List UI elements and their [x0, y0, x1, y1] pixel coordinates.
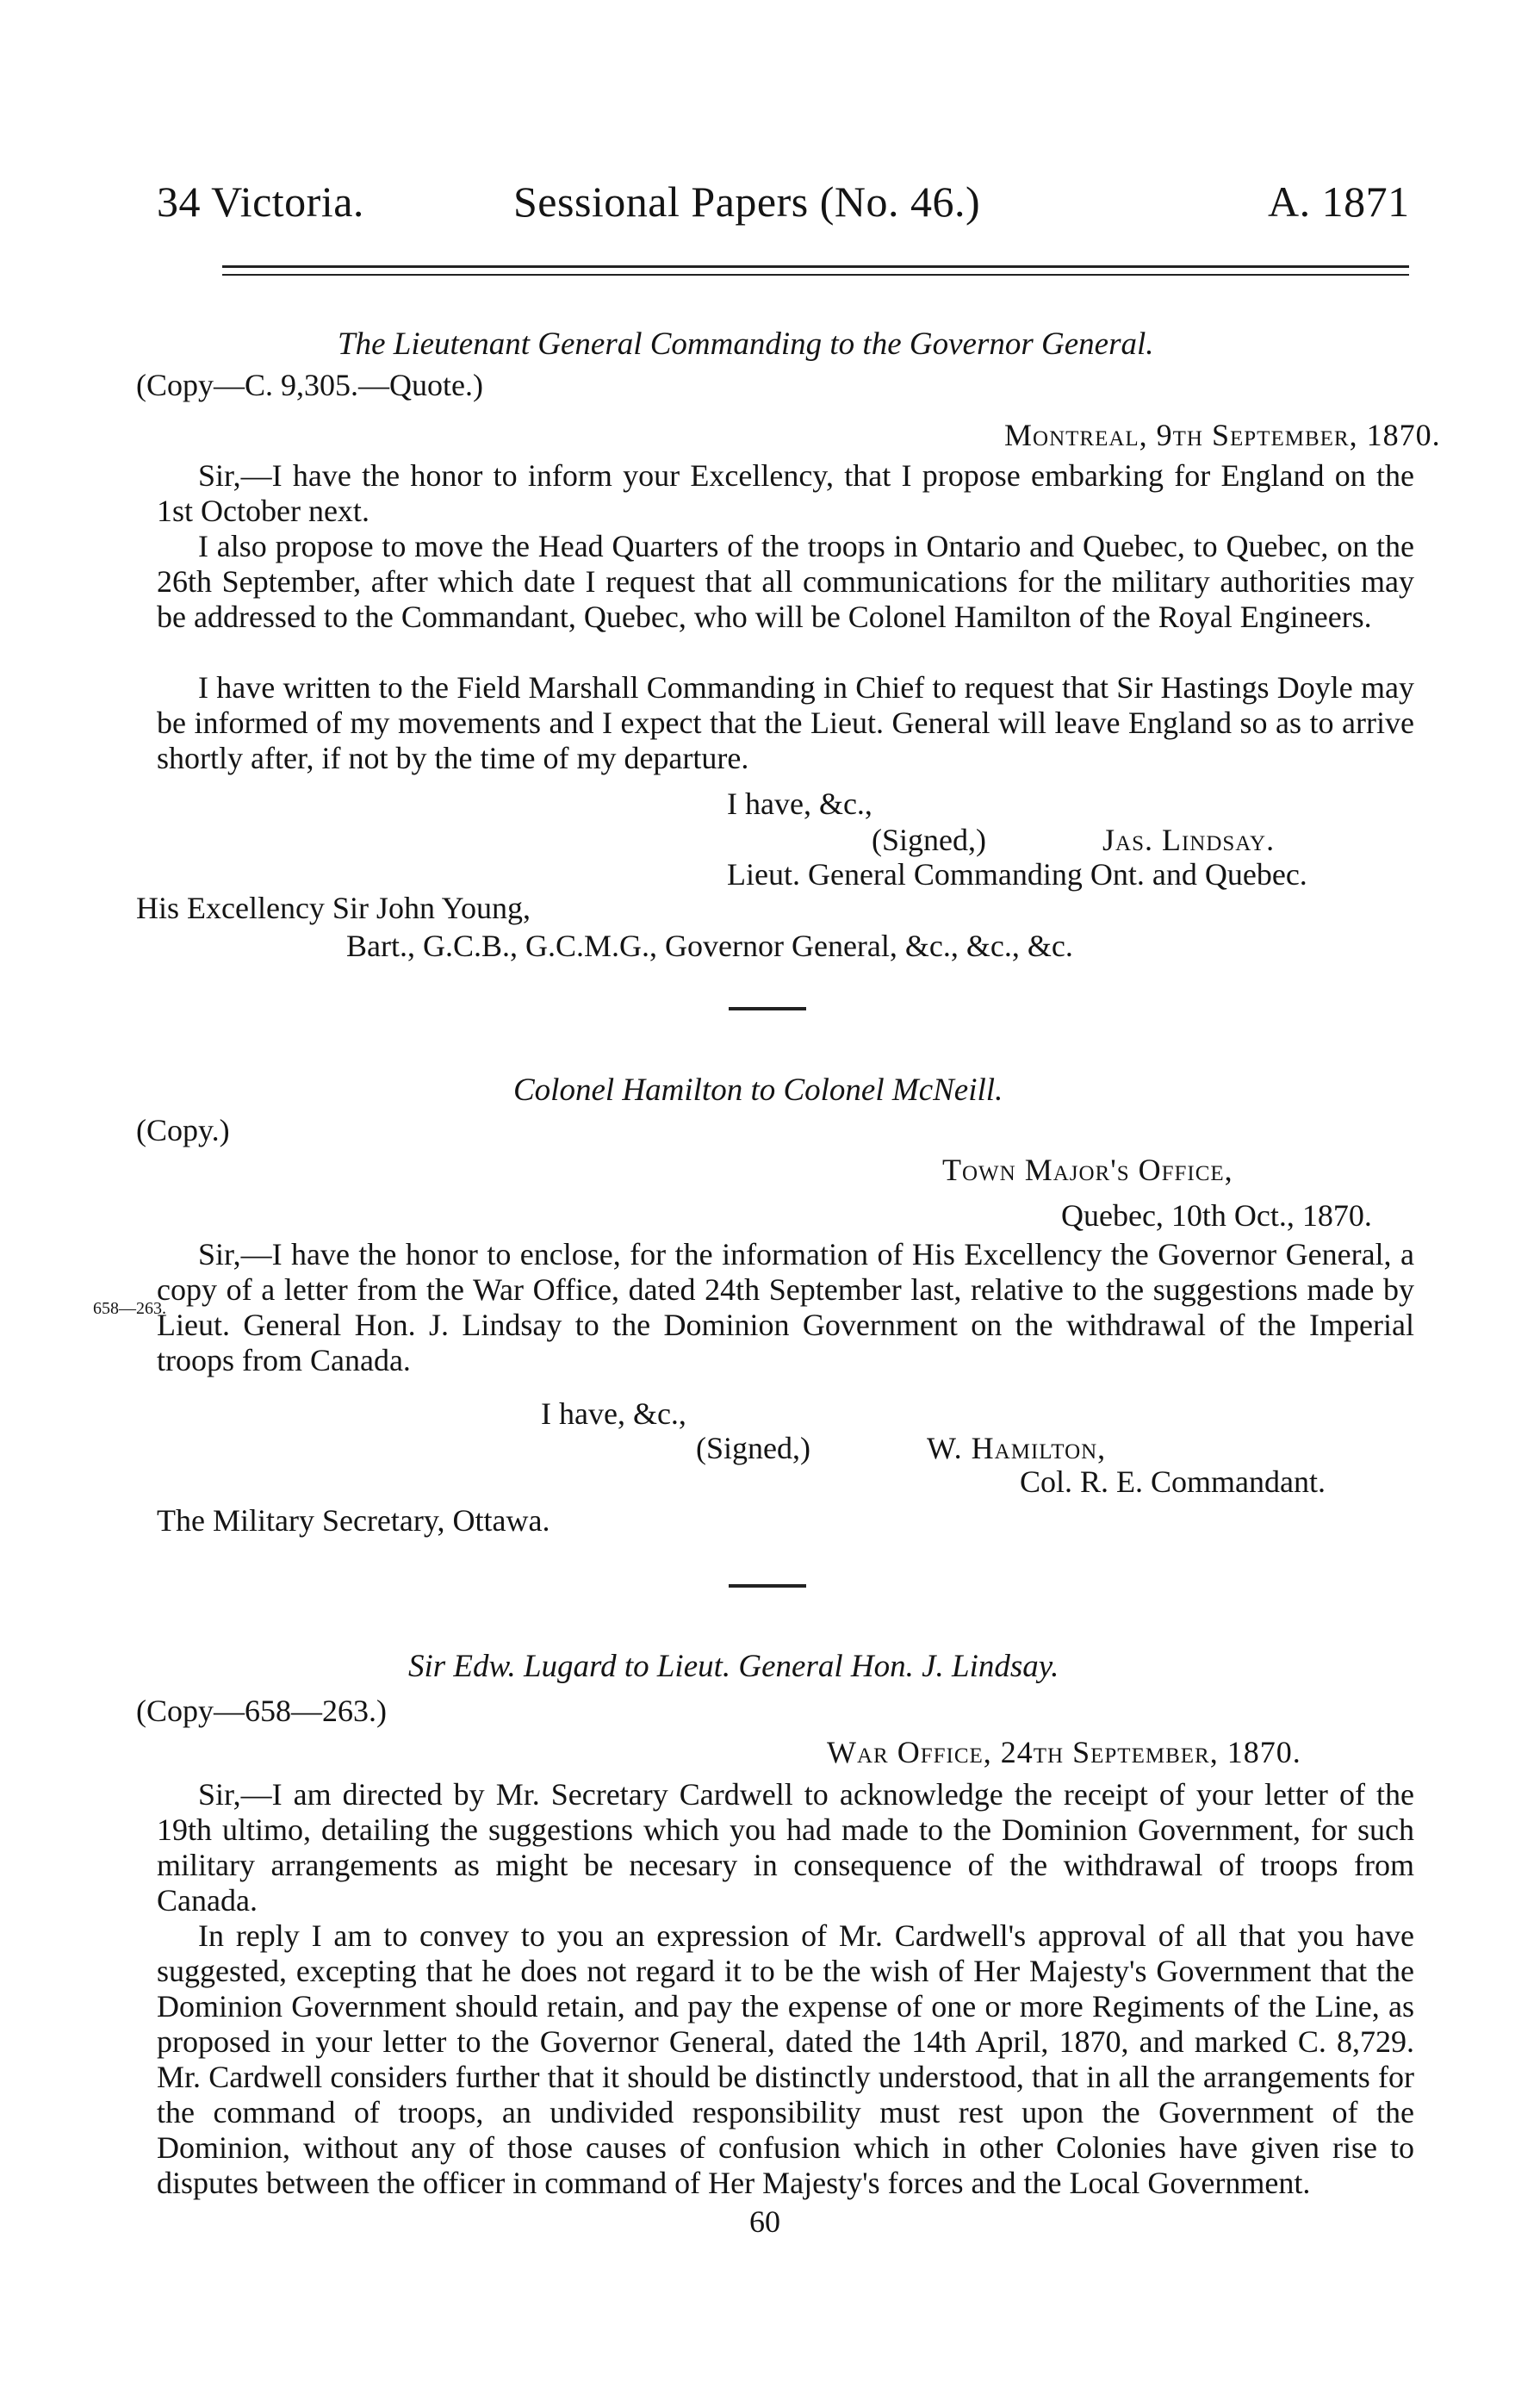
header-rule-top — [222, 265, 1409, 268]
letter2-signed: (Signed,) — [696, 1431, 810, 1465]
letter3-paragraph-1: Sir,—I am directed by Mr. Secretary Cardwell to acknowledge the receipt of your letter of the 19th ultimo, detailing the suggestions which you had made to the Dominion Government, for such military arrangements as might be necesary in consequence of the withdrawal of troops from Canada. — [157, 1777, 1414, 1918]
letter1-addressee-1: His Excellency Sir John Young, — [136, 891, 531, 925]
section-separator-2 — [729, 1584, 806, 1588]
letter1-signer: Jas. Lindsay. — [1102, 823, 1276, 857]
letter2-title: Colonel Hamilton to Colonel McNeill. — [513, 1072, 1003, 1108]
letter1-closing: I have, &c., — [727, 786, 872, 821]
letter1-place-date: Montreal, 9th September, 1870. — [1004, 418, 1441, 452]
letter3-paragraph-2: In reply I am to convey to you an expression of Mr. Cardwell's approval of all that you have suggested, excepting that he does not regard it to be the wish of Her Majesty's Government that the Dominion Government should retain, and pay the expense of one or more Regiments of the Line, as proposed in your letter to the Governor General, dated the 14th April, 1870, and marked C. 8,729. Mr. Cardwell considers further that it should be distinctly understood, that in all the arrangements for the command of troops, an undivided responsibility must rest upon the Government of the Dominion, without any of those causes of confusion which in other Colonies have given rise to disputes between the officer in command of Her Majesty's forces and the Local Government. — [157, 1918, 1414, 2200]
letter2-paragraph-1: Sir,—I have the honor to enclose, for the information of His Excellency the Governor General, a copy of a letter from the War Office, dated 24th September last, relative to the suggestions made by Lieut. General Hon. J. Lindsay to the Dominion Government on the withdrawal of the Imperial troops from Canada. — [157, 1237, 1414, 1377]
letter2-place: Town Major's Office, — [942, 1153, 1233, 1187]
letter1-title: The Lieutenant General Commanding to the Governor General. — [338, 326, 1154, 362]
page-number: 60 — [749, 2204, 780, 2239]
letter2-signer: W. Hamilton, — [927, 1431, 1107, 1465]
letter2-signer-title: Col. R. E. Commandant. — [1020, 1464, 1326, 1499]
letter2-copy-ref: (Copy.) — [136, 1113, 230, 1147]
letter1-paragraph-1: Sir,—I have the honor to inform your Excellency, that I propose embarking for England on the 1st October next. — [157, 458, 1414, 528]
letter3-place-date: War Office, 24th September, 1870. — [827, 1735, 1301, 1769]
header-sessional-papers: Sessional Papers (No. 46.) — [513, 177, 981, 226]
letter2-date: Quebec, 10th Oct., 1870. — [1061, 1198, 1372, 1233]
letter3-title: Sir Edw. Lugard to Lieut. General Hon. J. Lindsay. — [408, 1649, 1059, 1684]
letter2-addressee: The Military Secretary, Ottawa. — [157, 1503, 550, 1538]
letter1-paragraph-2: I also propose to move the Head Quarters of the troops in Ontario and Quebec, to Quebec, on the 26th September, after which date I request that all communications for the military authorities may be addressed to the Commandant, Quebec, who will be Colonel Hamilton of the Royal Engineers. — [157, 529, 1414, 634]
letter1-signer-title: Lieut. General Commanding Ont. and Quebec. — [727, 857, 1307, 892]
letter2-margin-ref: 658—263. — [93, 1299, 166, 1318]
section-separator-1 — [729, 1007, 806, 1010]
letter3-copy-ref: (Copy—658—263.) — [136, 1694, 387, 1728]
letter1-signed: (Signed,) — [872, 823, 986, 857]
header-year: A. 1871 — [1268, 177, 1410, 226]
letter1-addressee-2: Bart., G.C.B., G.C.M.G., Governor General, &c., &c., &c. — [346, 929, 1073, 963]
header-session: 34 Victoria. — [157, 177, 364, 226]
letter1-paragraph-3: I have written to the Field Marshall Commanding in Chief to request that Sir Hastings Doyle may be informed of my movements and I expect that the Lieut. General will leave England so as to arrive shortly after, if not by the time of my departure. — [157, 670, 1414, 775]
header-rule-bottom — [222, 274, 1409, 276]
letter1-copy-ref: (Copy—C. 9,305.—Quote.) — [136, 368, 483, 402]
letter2-closing: I have, &c., — [541, 1396, 686, 1431]
